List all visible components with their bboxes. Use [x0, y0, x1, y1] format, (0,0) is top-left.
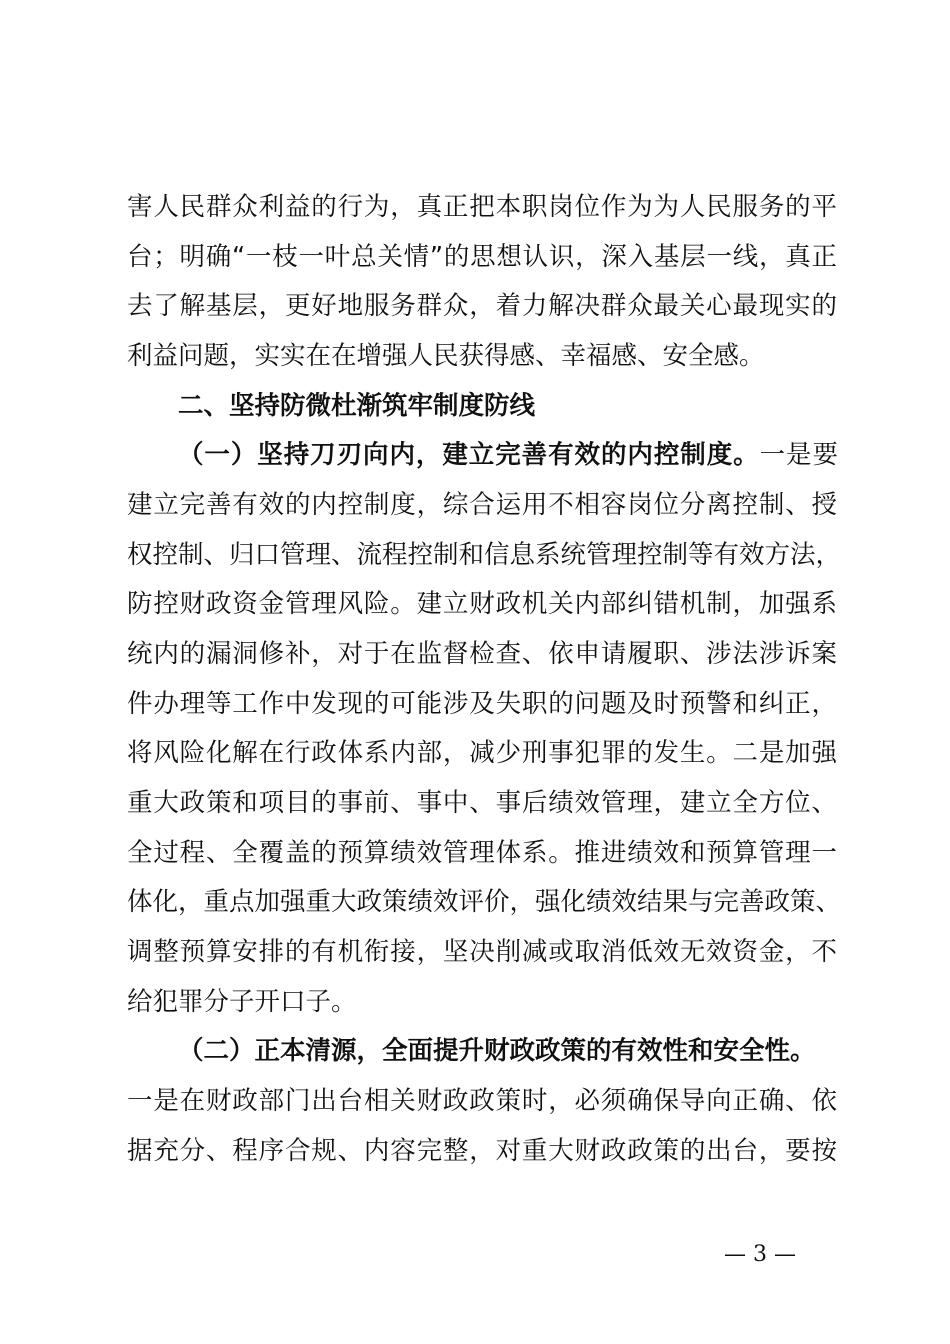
subsection-title: （二）正本清源，全面提升财政政策的有效性和安全性。	[178, 1036, 816, 1066]
subsection-first-line	[178, 435, 838, 475]
body-line: 防控财政资金管理风险。建立财政机关内部纠错机制，加强系	[127, 589, 837, 619]
body-line: 据充分、程序合规、内容完整，对重大财政政策的出台，要按	[127, 1136, 837, 1166]
body-line: 一是在财政部门出台相关财政政策时，必须确保导向正确、依	[127, 1086, 837, 1116]
body-line: 调整预算安排的有机衔接，坚决削减或取消低效无效资金，不	[127, 937, 837, 967]
body-line: 权控制、归口管理、流程控制和信息系统管理控制等有效方法，	[127, 540, 842, 570]
section-heading: 二、坚持防微杜渐筑牢制度防线	[178, 391, 536, 421]
body-line: 害人民群众利益的行为，真正把本职岗位作为为人民服务的平	[127, 192, 837, 222]
body-line: 统内的漏洞修补，对于在监督检查、依申请履职、涉法涉诉案	[127, 639, 837, 669]
page-number: — 3 —	[724, 1242, 796, 1267]
body-line: 建立完善有效的内控制度，综合运用不相容岗位分离控制、授	[127, 490, 837, 520]
body-line: 台；明确“一枝一叶总关情”的思想认识，深入基层一线，真正	[127, 242, 837, 272]
body-line: 给犯罪分子开口子。	[127, 987, 357, 1017]
subsection-first-line-rest: 一是要	[759, 440, 838, 470]
body-line: 重大政策和项目的事前、事中、事后绩效管理，建立全方位、	[127, 788, 837, 818]
body-line: 利益问题，实实在在增强人民获得感、幸福感、安全感。	[127, 341, 765, 371]
body-line: 去了解基层，更好地服务群众，着力解决群众最关心最现实的	[127, 291, 837, 321]
body-line: 件办理等工作中发现的可能涉及失职的问题及时预警和纠正，	[127, 689, 837, 719]
body-line: 体化，重点加强重大政策绩效评价，强化绩效结果与完善政策、	[127, 887, 842, 917]
body-line: 将风险化解在行政体系内部，减少刑事犯罪的发生。二是加强	[127, 738, 837, 768]
body-line: 全过程、全覆盖的预算绩效管理体系。推进绩效和预算管理一	[127, 838, 837, 868]
subsection-title: （一）坚持刀刃向内，建立完善有效的内控制度。	[178, 440, 760, 470]
